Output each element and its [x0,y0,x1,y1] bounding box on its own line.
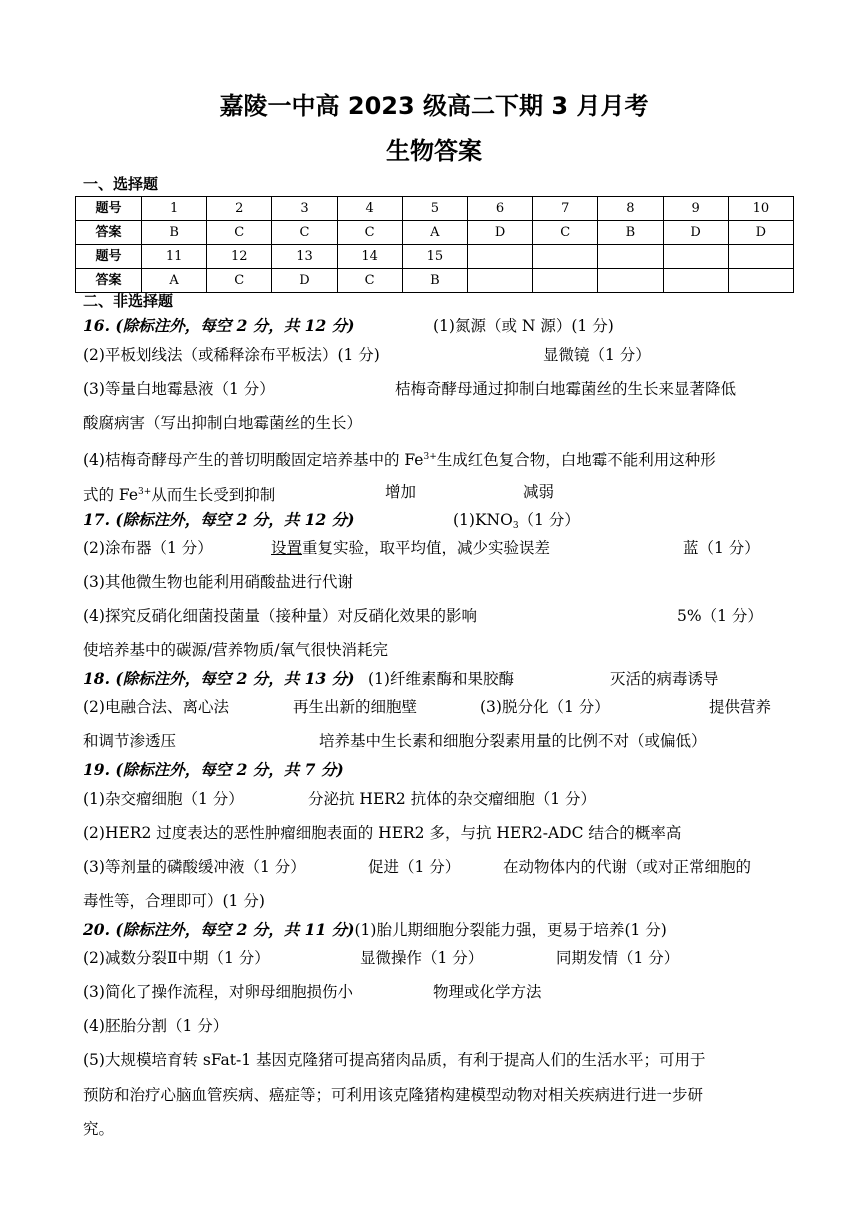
q17-answer-4b: 5%（1 分） [677,607,763,625]
q16-answer-4-text-cont: 生成红色复合物，白地霉不能利用这种形 [436,451,716,469]
q16-answer-4b-text: 式的 Fe [83,486,139,504]
q16-line-3 [83,379,788,399]
q16-heading: 16. (除标注外，每空 2 分，共 12 分) [83,316,355,335]
q18-line-2 [83,697,788,717]
table-cell: C [337,269,402,293]
table-cell: A [142,269,207,293]
table-header-cell: 答案 [76,221,142,245]
q17-answer-2: (2)涂布器（1 分） [83,539,213,557]
q16-line-1 [83,316,788,336]
iron-ion-superscript: 3+ [138,487,152,497]
q20-answer-5b: 预防和治疗心脑血管疾病、癌症等；可利用该克隆猪构建模型动物对相关疾病进行进一步研 [83,1086,704,1104]
table-cell [663,245,728,269]
q19-answer-1: (1)杂交瘤细胞（1 分） [83,790,244,808]
table-cell: D [272,269,337,293]
q20-line-1 [83,920,788,940]
table-cell: C [207,221,272,245]
q20-line-4 [83,1016,788,1036]
q19-line-3 [83,823,788,843]
q17-answer-2b: 设置重复实验，取平均值，减少实验误差 [271,539,551,557]
answer-table [75,196,794,293]
q17-heading: 17. (除标注外，每空 2 分，共 12 分) [83,510,355,529]
q20-answer-4: (4)胚胎分割（1 分） [83,1017,229,1035]
q16-answer-4-text: (4)桔梅奇酵母产生的普切明酸固定培养基中的 Fe [83,451,424,469]
q20-line-2 [83,948,788,968]
q20-line-6 [83,1085,788,1105]
table-cell [598,269,663,293]
table-cell [598,245,663,269]
table-cell: 4 [337,197,402,221]
q18-line-3 [83,731,788,751]
q18-answer-3b: 提供营养 [709,698,772,716]
iron-ion-superscript: 3+ [423,452,437,462]
q18-line-1 [83,669,788,689]
table-cell [533,269,598,293]
table-cell: A [402,221,467,245]
q17-line-3 [83,572,788,592]
page-subtitle: 生物答案 [386,137,482,165]
q20-line-7 [83,1119,788,1139]
q16-answer-1: (1)氮源（或 N 源）(1 分) [433,317,614,335]
q17-answer-4c: 使培养基中的碳源/营养物质/氧气很快消耗完 [83,641,388,659]
q16-answer-3: (3)等量白地霉悬液（1 分） [83,380,275,398]
table-row [76,269,794,293]
table-row [76,197,794,221]
q17-answer-1: $(1)KNO_3(1$ 分） [453,511,580,531]
table-cell: B [402,269,467,293]
q20-answer-2: (2)减数分裂Ⅱ中期（1 分） [83,949,270,967]
q19-answer-3d: 毒性等，合理即可）(1 分) [83,892,265,910]
table-cell [728,245,793,269]
q19-line-1 [83,760,788,780]
q16-answer-3b: 桔梅奇酵母通过抑制白地霉菌丝的生长来显著降低 [395,380,737,398]
q19-line-4 [83,857,788,877]
q17-line-5 [83,640,788,660]
table-cell [533,245,598,269]
table-cell [663,269,728,293]
q16-answer-2: (2)平板划线法（或稀释涂布平板法）(1 分) [83,346,380,364]
table-cell: 14 [337,245,402,269]
table-cell: D [467,221,532,245]
table-cell: B [142,221,207,245]
table-header-cell: 题号 [76,197,142,221]
q20-answer-2b: 显微操作（1 分） [360,949,484,967]
table-cell: 2 [207,197,272,221]
q18-answer-2: (2)电融合法、离心法 [83,698,229,716]
q19-line-2 [83,789,788,809]
table-cell [467,245,532,269]
table-cell: D [728,221,793,245]
q18-answer-1b: 灭活的病毒诱导 [610,670,719,688]
table-cell [728,269,793,293]
q16-answer-2b: 显微镜（1 分） [543,346,651,364]
q20-answer-1: (1)胎儿期细胞分裂能力强，更易于培养(1 分) [354,921,667,939]
q20-answer-3b: 物理或化学方法 [433,983,542,1001]
table-cell: C [207,269,272,293]
table-cell: C [533,221,598,245]
table-header-cell: 题号 [76,245,142,269]
q16-line-2 [83,345,788,365]
table-cell: C [272,221,337,245]
table-cell: 1 [142,197,207,221]
table-header-cell: 答案 [76,269,142,293]
q17-line-4 [83,606,788,626]
q19-answer-1b: 分泌抗 HER2 抗体的杂交瘤细胞（1 分） [308,790,597,808]
section-heading-choice: 一、选择题 [83,175,159,193]
table-cell: 5 [402,197,467,221]
table-cell: 6 [467,197,532,221]
q17-answer-4: (4)探究反硝化细菌投菌量（接种量）对反硝化效果的影响 [83,607,477,625]
q20-answer-5: (5)大规模培育转 sFat-1 基因克隆猪可提高猪肉品质，有利于提高人们的生活水平；可用于 [83,1051,706,1069]
q16-answer-4c: 增加 [385,483,417,501]
q16-answer-4b-text-cont: 从而生长受到抑制 [151,486,276,504]
q19-answer-2: (2)HER2 过度表达的恶性肿瘤细胞表面的 HER2 多，与抗 HER2-ADC 结合的概率高 [83,824,682,842]
q20-heading: 20. (除标注外，每空 2 分，共 11 分) [83,920,355,939]
q18-answer-3c: 和调节渗透压 [83,732,177,750]
q17-answer-2c: 蓝（1 分） [683,539,760,557]
table-cell: 12 [207,245,272,269]
q20-line-3 [83,982,788,1002]
q20-answer-2c: 同期发情（1 分） [556,949,680,967]
q18-answer-1: (1)纤维素酶和果胶酶 [368,670,514,688]
q19-line-5 [83,891,788,911]
table-cell: 15 [402,245,467,269]
table-cell: 9 [663,197,728,221]
table-cell: 10 [728,197,793,221]
table-cell: 13 [272,245,337,269]
q20-line-5 [83,1050,788,1070]
q18-answer-3d: 培养基中生长素和细胞分裂素用量的比例不对（或偏低） [319,732,707,750]
q16-answer-4d: 减弱 [523,483,555,501]
q19-answer-3: (3)等剂量的磷酸缓冲液（1 分） [83,858,306,876]
table-cell: 7 [533,197,598,221]
q19-answer-3b: 促进（1 分） [368,858,461,876]
q16-answer-3c: 酸腐病害（写出抑制白地霉菌丝的生长） [83,414,363,432]
table-row [76,245,794,269]
table-cell: 3 [272,197,337,221]
q18-answer-2b: 再生出新的细胞壁 [293,698,418,716]
q19-answer-3c: 在动物体内的代谢（或对正常细胞的 [503,858,752,876]
q20-answer-5c: 究。 [83,1120,115,1138]
table-cell: 11 [142,245,207,269]
q16-line-4 [83,413,788,433]
table-cell: D [663,221,728,245]
q19-heading: 19. (除标注外，每空 2 分，共 7 分) [83,760,344,779]
section-heading-nonchoice: 二、非选择题 [83,292,174,310]
q18-heading: 18. (除标注外，每空 2 分，共 13 分) [83,669,355,688]
table-cell: B [598,221,663,245]
q16-line-6 [83,482,788,505]
q18-answer-3: (3)脱分化（1 分） [480,698,610,716]
table-cell: C [337,221,402,245]
page-title: 嘉陵一中高 2023 级高二下期 3 月月考 [219,92,649,120]
q17-answer-3: (3)其他微生物也能利用硝酸盐进行代谢 [83,573,353,591]
q16-line-5 [83,447,788,470]
q17-line-1 [83,510,788,530]
table-row [76,221,794,245]
table-cell: 8 [598,197,663,221]
q20-answer-3: (3)简化了操作流程，对卵母细胞损伤小 [83,983,353,1001]
q17-line-2 [83,538,788,558]
table-cell [467,269,532,293]
